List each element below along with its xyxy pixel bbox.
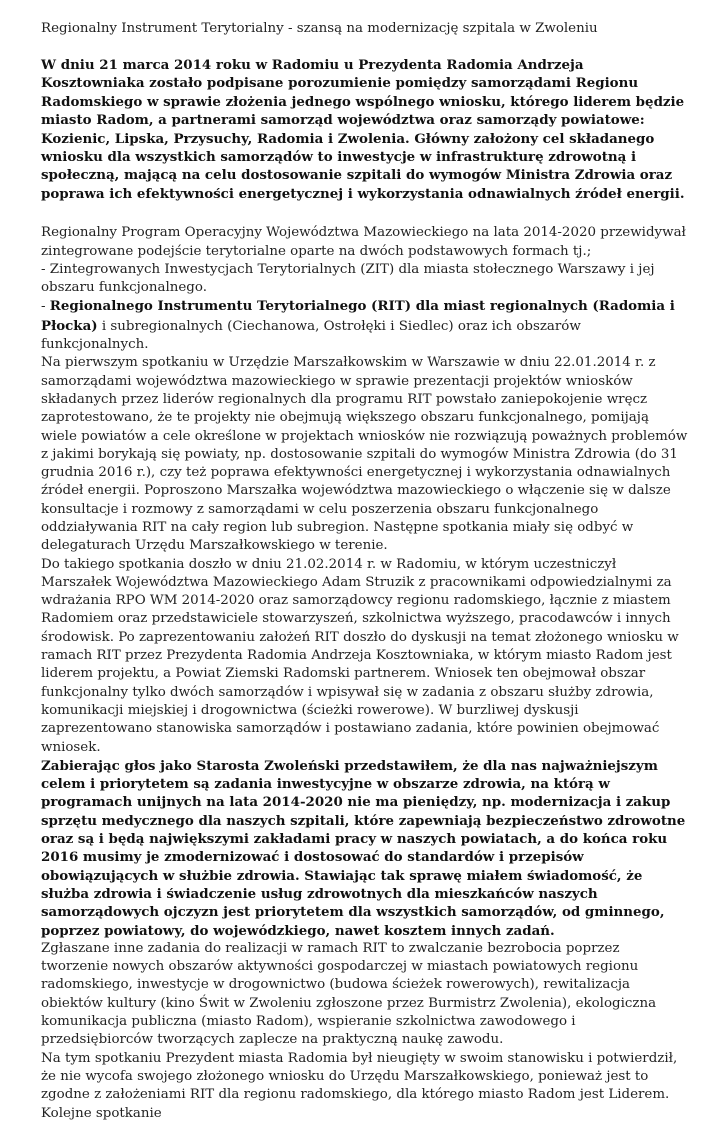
- paragraph-first-meeting: Na pierwszym spotkaniu w Urzędzie Marszałkowskim w Warszawie w dniu 22.01.2014 r. z samorządami województwa mazowieckiego w sprawie prezentacji projektów wniosków składanych przez liderów regionalnych dla programu RIT powstało zaniepokojenie wręcz zaprotestowano, że te projekty nie obejmują większego obszaru funkcjonalnego, pomijają wiele powiatów a cele określone w projektach wniosków nie rozwiązują poważnych problemów z jakimi borykają się powiaty, np. dostosowanie szpitali do wymogów Ministra Zdrowia (do 31 grudnia 2016 r.), czy też poprawa efektywności energetycznej i wykorzystania odnawialnych źródeł energii. Poproszono Marszałka województwa mazowieckiego o włączenie się w dalsze konsultacje i rozmowy z samorządami w celu poszerzenia obszaru funkcjonalnego oddziaływania RIT na cały region lub subregion. Następne spotkania miały się odbyć w delegaturach Urzędu Marszałkowskiego w terenie.: [41, 355, 688, 554]
- rit-bold-text: Regionalnego Instrumentu Terytorialnego (RIT) dla miast regionalnych (Radomia i Płocka): [41, 298, 675, 334]
- document-title: Regionalny Instrument Terytorialny - szansą na modernizację szpitala w Zwoleniu: [41, 21, 598, 36]
- paragraph-rpo-intro: Regionalny Program Operacyjny Województwa Mazowieckiego na lata 2014-2020 przewidywał zintegrowane podejście terytorialne oparte na dwóch podstawowych formach tj.;: [41, 225, 686, 259]
- paragraph-rit: [41, 297, 689, 354]
- paragraph-second-meeting: Do takiego spotkania doszło w dniu 21.02.2014 r. w Radomiu, w którym uczestniczył Marszałek Województwa Mazowieckiego Adam Struzik z pracownikami odpowiedzialnymi za wdrażania RPO WM 2014-2020 oraz samorządowcy regionu radomskiego, łącznie z miastem Radomiem oraz przedstawiciele stowarzyszeń, szkolnictwa wyższego, pracodawców i innych środowisk. Po zaprezentowaniu założeń RIT doszło do dyskusji na temat złożonego wniosku w ramach RIT przez Prezydenta Radomia Andrzeja Kosztowniaka, w którym miasto Radom jest liderem projektu, a Powiat Ziemski Radomski partnerem. Wniosek ten obejmował obszar funkcjonalny tylko dwóch samorządów i wpisywał się w zadania z obszaru służby zdrowia, komunikacji miejskiej i drogownictwa (ścieżki rowerowe). W burzliwej dyskusji zaprezentowano stanowiska samorządów i postawiano zadania, które powinien obejmować wniosek.: [41, 556, 679, 755]
- rit-rest-text: i subregionalnych (Ciechanowa, Ostrołęki i Siedlec) oraz ich obszarów funkcjonalnych.: [41, 318, 581, 353]
- paragraph-other-tasks: Zgłaszane inne zadania do realizacji w ramach RIT to zwalczanie bezrobocia poprzez tworzenie nowych obszarów aktywności gospodarczej w miastach powiatowych regionu radomskiego, inwestycje w drogownictwo (budowa ścieżek rowerowych), rewitalizacja obiektów kultury (kino Świt w Zwoleniu zgłoszone przez Burmistrz Zwolenia), ekologiczna komunikacja publiczna (miasto Radom), wspieranie szkolnictwa zawodowego i przedsiębiorców tworzących zaplecze na praktyczną naukę zawodu.: [41, 940, 657, 1048]
- rit-prefix: -: [41, 299, 50, 315]
- paragraph-president-position: Na tym spotkaniu Prezydent miasta Radomia był nieugięty w swoim stanowisku i potwierdził, że nie wycofa swojego złożonego wniosku do Urzędu Marszałkowskiego, ponieważ jest to zgodne z założeniami RIT dla regionu radomskiego, dla którego miasto Radom jest Liderem. Kolejne spotkanie: [41, 1050, 678, 1121]
- lead-paragraph: W dniu 21 marca 2014 roku w Radomiu u Prezydenta Radomia Andrzeja Kosztowniaka zostało podpisane porozumienie pomiędzy samorządami Regionu Radomskiego w sprawie złożenia jednego wspólnego wniosku, którego liderem będzie miasto Radom, a partnerami samorząd województwa oraz samorządy powiatowe: Kozienic, Lipska, Przysuchy, Radomia i Zwolenia. Główny założony cel składanego wniosku dla wszystkich samorządów to inwestycje w infrastrukturę zdrowotną i społeczną, mającą na celu dostosowanie szpitali do wymogów Ministra Zdrowia oraz poprawa ich efektywności energetycznej i wykorzystania odnawialnych źródeł energii.: [41, 57, 685, 202]
- paragraph-zit: - Zintegrowanych Inwestycjach Terytorialnych (ZIT) dla miasta stołecznego Warszawy i jej obszaru funkcjonalnego.: [41, 261, 655, 296]
- paragraph-starosta-statement: Zabierając głos jako Starosta Zwoleński przedstawiłem, że dla nas najważniejszym celem i priorytetem są zadania inwestycyjne w obszarze zdrowia, na którą w programach unijnych na lata 2014-2020 nie ma pieniędzy, np. modernizacja i zakup sprzętu medycznego dla naszych szpitali, które zapewniają bezpieczeństwo zdrowotne oraz są i będą największymi zakładami pracy w naszych powiatach, a do końca roku 2016 musimy je zmodernizować i dostosować do standardów i przepisów obowiązujących w służbie zdrowia. Stawiając tak sprawę miałem świadomość, że służba zdrowia i świadczenie usług zdrowotnych dla mieszkańców naszych samorządowych ojczyzn jest priorytetem dla wszystkich samorządów, od gminnego, poprzez powiatowy, do wojewódzkiego, nawet kosztem innych zadań.: [41, 757, 686, 939]
